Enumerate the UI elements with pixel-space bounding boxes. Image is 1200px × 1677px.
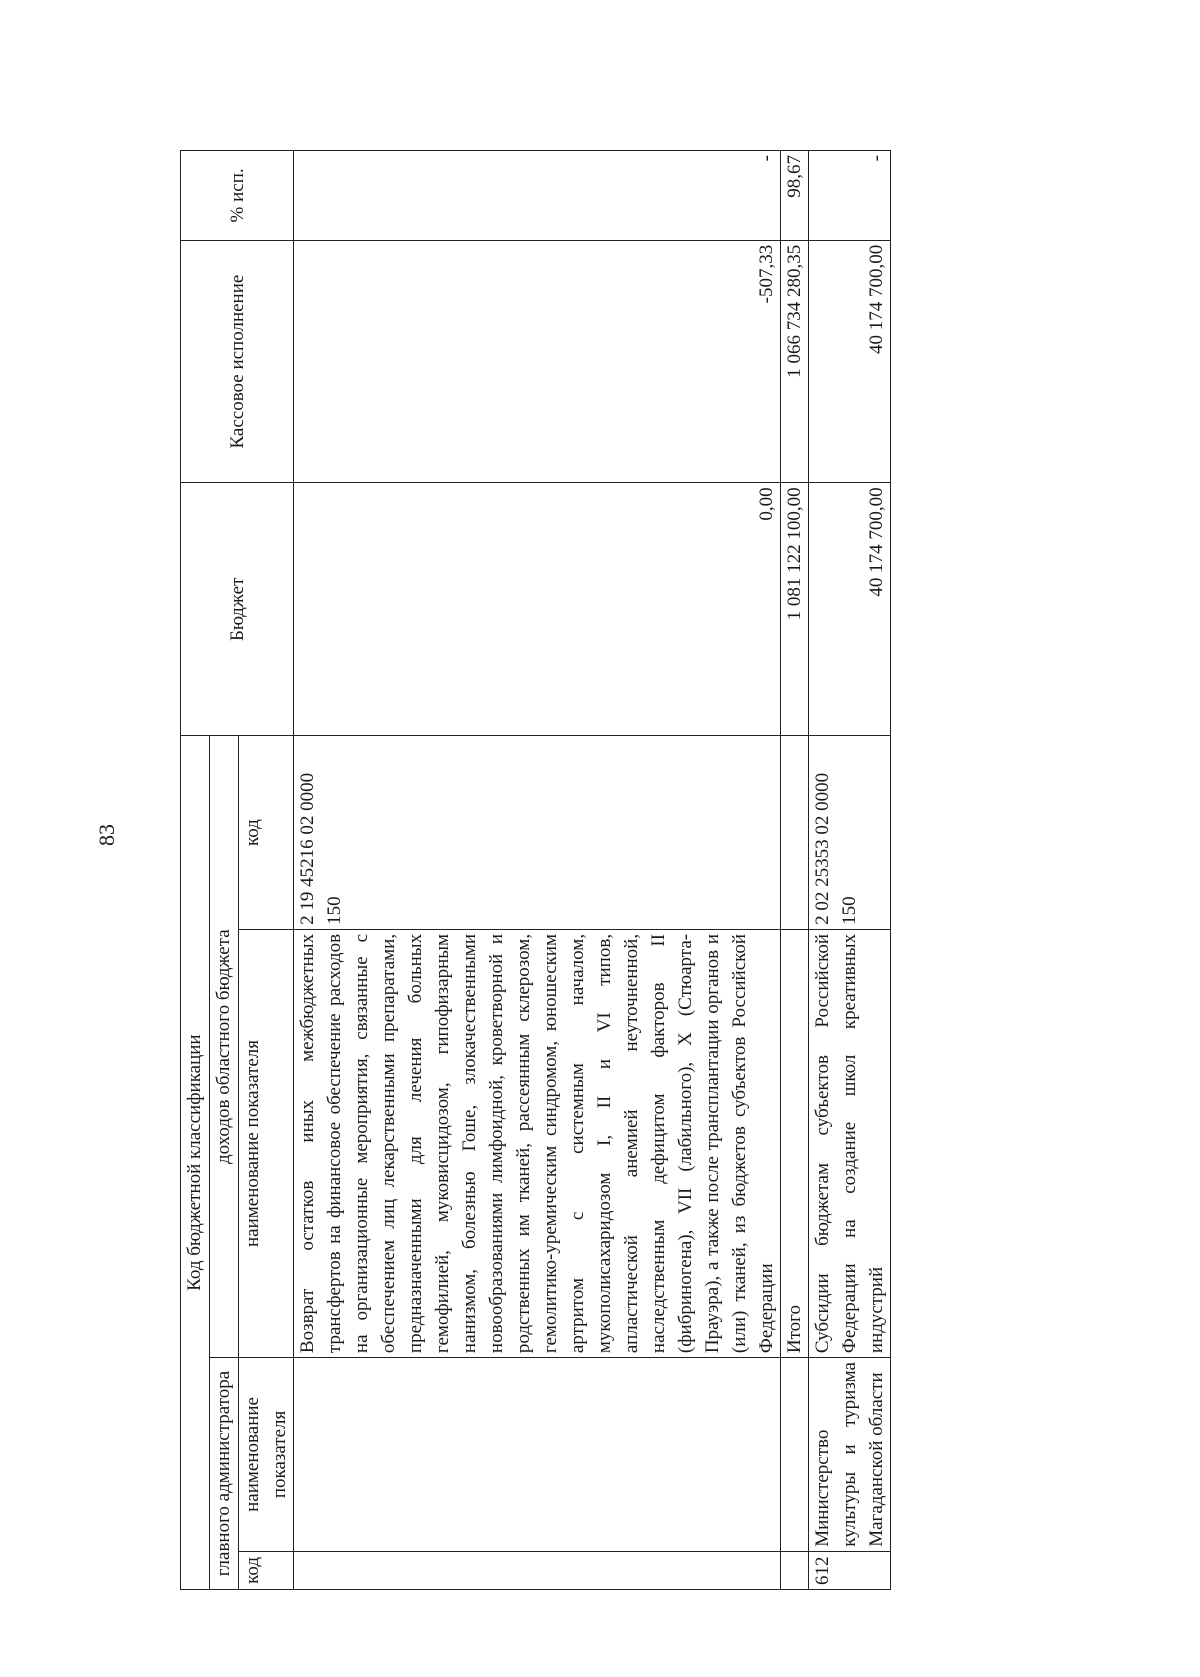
header-income-code: код bbox=[239, 736, 294, 930]
admin-name-cell: Министерство культуры и туризма Магаданской области bbox=[809, 1358, 891, 1552]
total-label: Итого bbox=[781, 929, 809, 1357]
table-row bbox=[809, 151, 891, 1590]
admin-code-cell: 612 bbox=[809, 1551, 891, 1589]
budget-cell: 40 174 700,00 bbox=[809, 483, 891, 736]
header-regional-income: доходов областного бюджета bbox=[210, 736, 239, 1358]
header-income-indicator-name: наименование показателя bbox=[239, 929, 294, 1357]
header-percent: % исп. bbox=[181, 151, 294, 241]
total-empty-code bbox=[781, 1551, 809, 1589]
header-budget: Бюджет bbox=[181, 483, 294, 736]
header-admin-indicator-name: наименование показателя bbox=[239, 1358, 294, 1552]
total-execution-cell: 1 066 734 280,35 bbox=[781, 240, 809, 483]
execution-cell: -507,33 bbox=[294, 240, 781, 483]
total-empty-admin bbox=[781, 1358, 809, 1552]
percent-cell: - bbox=[294, 151, 781, 241]
budget-cell: 0,00 bbox=[294, 483, 781, 736]
total-empty-income-code bbox=[781, 736, 809, 930]
header-admin-code: код bbox=[239, 1551, 294, 1589]
header-main-administrator: главного администратора bbox=[210, 1358, 239, 1590]
admin-name-cell bbox=[294, 1358, 781, 1552]
income-code-cell: 2 19 45216 02 0000 150 bbox=[294, 736, 781, 930]
rotated-table-wrapper bbox=[180, 150, 930, 1590]
header-classification-code: Код бюджетной классификации bbox=[181, 736, 210, 1590]
table-row bbox=[294, 151, 781, 1590]
percent-cell: - bbox=[809, 151, 891, 241]
total-row bbox=[781, 151, 809, 1590]
total-percent-cell: 98,67 bbox=[781, 151, 809, 241]
total-budget-cell: 1 081 122 100,00 bbox=[781, 483, 809, 736]
income-name-cell: Возврат остатков иных межбюджетных трансфертов на финансовое обеспечение расходов на организационные мероприятия, связанные с обеспечением лиц лекарственными препаратами, предназначенными для лечения больных гемофилией, муковисцидозом, гипофизарным нанизмом, болезнью Гоше, злокачественными новообразованиями лимфоидной, кроветворной и родственных им тканей, рассеянным склерозом, гемолитико-уремическим синдромом, юношеским артритом с системным началом, мукополисахаридозом I, II и VI типов, апластической анемией неуточненной, наследственным дефицитом факторов II (фибриногена), VII (лабильного), X (Стюарта-Прауэра), а также после трансплантации органов и (или) тканей, из бюджетов субъектов Российской Федерации bbox=[294, 929, 781, 1357]
income-code-cell: 2 02 25353 02 0000 150 bbox=[809, 736, 891, 930]
admin-code-cell bbox=[294, 1551, 781, 1589]
budget-table bbox=[180, 150, 891, 1590]
header-cash-execution: Кассовое исполнение bbox=[181, 240, 294, 483]
income-name-cell: Субсидии бюджетам субъектов Российской Федерации на создание школ креативных индустрий bbox=[809, 929, 891, 1357]
execution-cell: 40 174 700,00 bbox=[809, 240, 891, 483]
page-number: 83 bbox=[94, 824, 119, 846]
